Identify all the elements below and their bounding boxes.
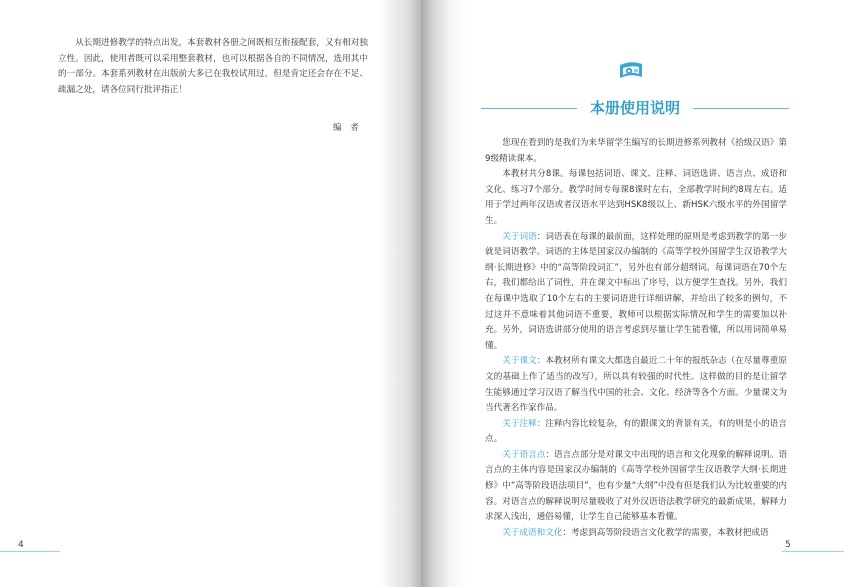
paragraph-notes <box>485 417 787 448</box>
section-keyword: 关于课文 <box>502 356 537 367</box>
page-title: 本册使用说明 <box>589 99 680 117</box>
paragraph-grammar <box>485 448 787 526</box>
paragraph-texts <box>485 354 787 416</box>
paragraph-text: ：考虑到高等阶段语言文化教学的需要，本教材把成语 <box>562 527 769 538</box>
section-keyword: 关于成语和文化 <box>502 527 563 538</box>
paragraph-text: 您现在看到的是我们为来华留学生编写的长期进修系列教材《拾级汉语》第9级精读课本。 <box>485 138 787 164</box>
paragraph-text: 本教材共分8课。每课包括词语、课文、注释、词语选讲、语言点、成语和文化、练习7个部分。教学时间专每课8课时左右，全部教学时间约8周左右。适用于学过两年汉语或者汉语水平达到HSK8级以上、新HSK六级水平的外国留学生。 <box>485 169 787 226</box>
page-number-right: 5 <box>785 540 791 550</box>
paragraph-intro <box>485 136 787 167</box>
paragraph-text: ：词语表在每课的最前面，这样处理的原则是考虑到教学的第一步就是词语教学。词语的主体是国家汉办编制的《高等学校外国留学生汉语教学大纲·长期进修》中的“高等阶段词汇”，另外也有部分超纲词。每课词语在70个左右，我们都给出了词性，并在课文中标出了序号，以方便学生查找。另外，我们在每课中选取了10个左右的主要词语进行详细讲解，并给出了较多的例句，不过这并不意味着其他词语不重要，教师可以根据实际情况和学生的需要加以补充。另外，词语选讲部分使用的语言考虑到尽量让学生能看懂，所以用词简单易懂。 <box>485 231 787 351</box>
footer-rule-left <box>0 551 60 552</box>
paragraph-text: ：注释内容比较复杂，有的跟课文的背景有关，有的则是小的语言点。 <box>485 418 787 445</box>
right-page <box>421 0 844 587</box>
paragraph-vocabulary <box>485 230 787 355</box>
title-rule-right <box>693 108 789 109</box>
paragraph-text: ：本教材所有课文大都选自最近二十年的报纸杂志（在尽量尊重原文的基础上作了适当的改写），所以具有较强的时代性。这样做的目的是让留学生能够通过学习汉语了解当代中国的社会、文化、经济等各个方面。少量课文为当代著名作家作品。 <box>485 356 787 414</box>
left-page <box>0 0 421 587</box>
paragraph-idioms <box>485 526 787 542</box>
footer-rule-right <box>782 551 844 552</box>
paragraph-overview <box>485 167 787 229</box>
signature: 编 者 <box>333 123 359 133</box>
section-keyword: 关于语言点 <box>502 449 546 460</box>
section-keyword: 关于词语 <box>502 231 537 242</box>
page-number-left: 4 <box>18 540 24 550</box>
book-logo-icon <box>617 59 645 81</box>
left-page-paragraph: 从长期进修教学的特点出发，本套教材各册之间既相互衔接配套，又有相对独立性。因此，使用者既可以采用整套教材，也可以根据各自的不同情况，选用其中的一部分。本套系列教材在出版前大多已在我校试用过，但是肯定还会存在不足、疏漏之处，请各位同行批评指正！ <box>58 38 368 95</box>
paragraph-text: ：语言点部分是对课文中出现的语言和文化现象的解释说明。语言点的主体内容是国家汉办编制的《高等学校外国留学生汉语教学大纲·长期进修》中“高等阶段语法项目”，也有少量“大纲”中没有但是我们认为比较重要的内容。对语言点的解释说明尽量吸收了对外汉语语法教学研究的最新成果，解释力求深入浅出，通俗易懂，让学生自己能够基本看懂。 <box>485 449 787 523</box>
body-text <box>485 136 787 541</box>
section-keyword: 关于注释 <box>502 418 537 429</box>
section-title-block <box>481 98 789 118</box>
